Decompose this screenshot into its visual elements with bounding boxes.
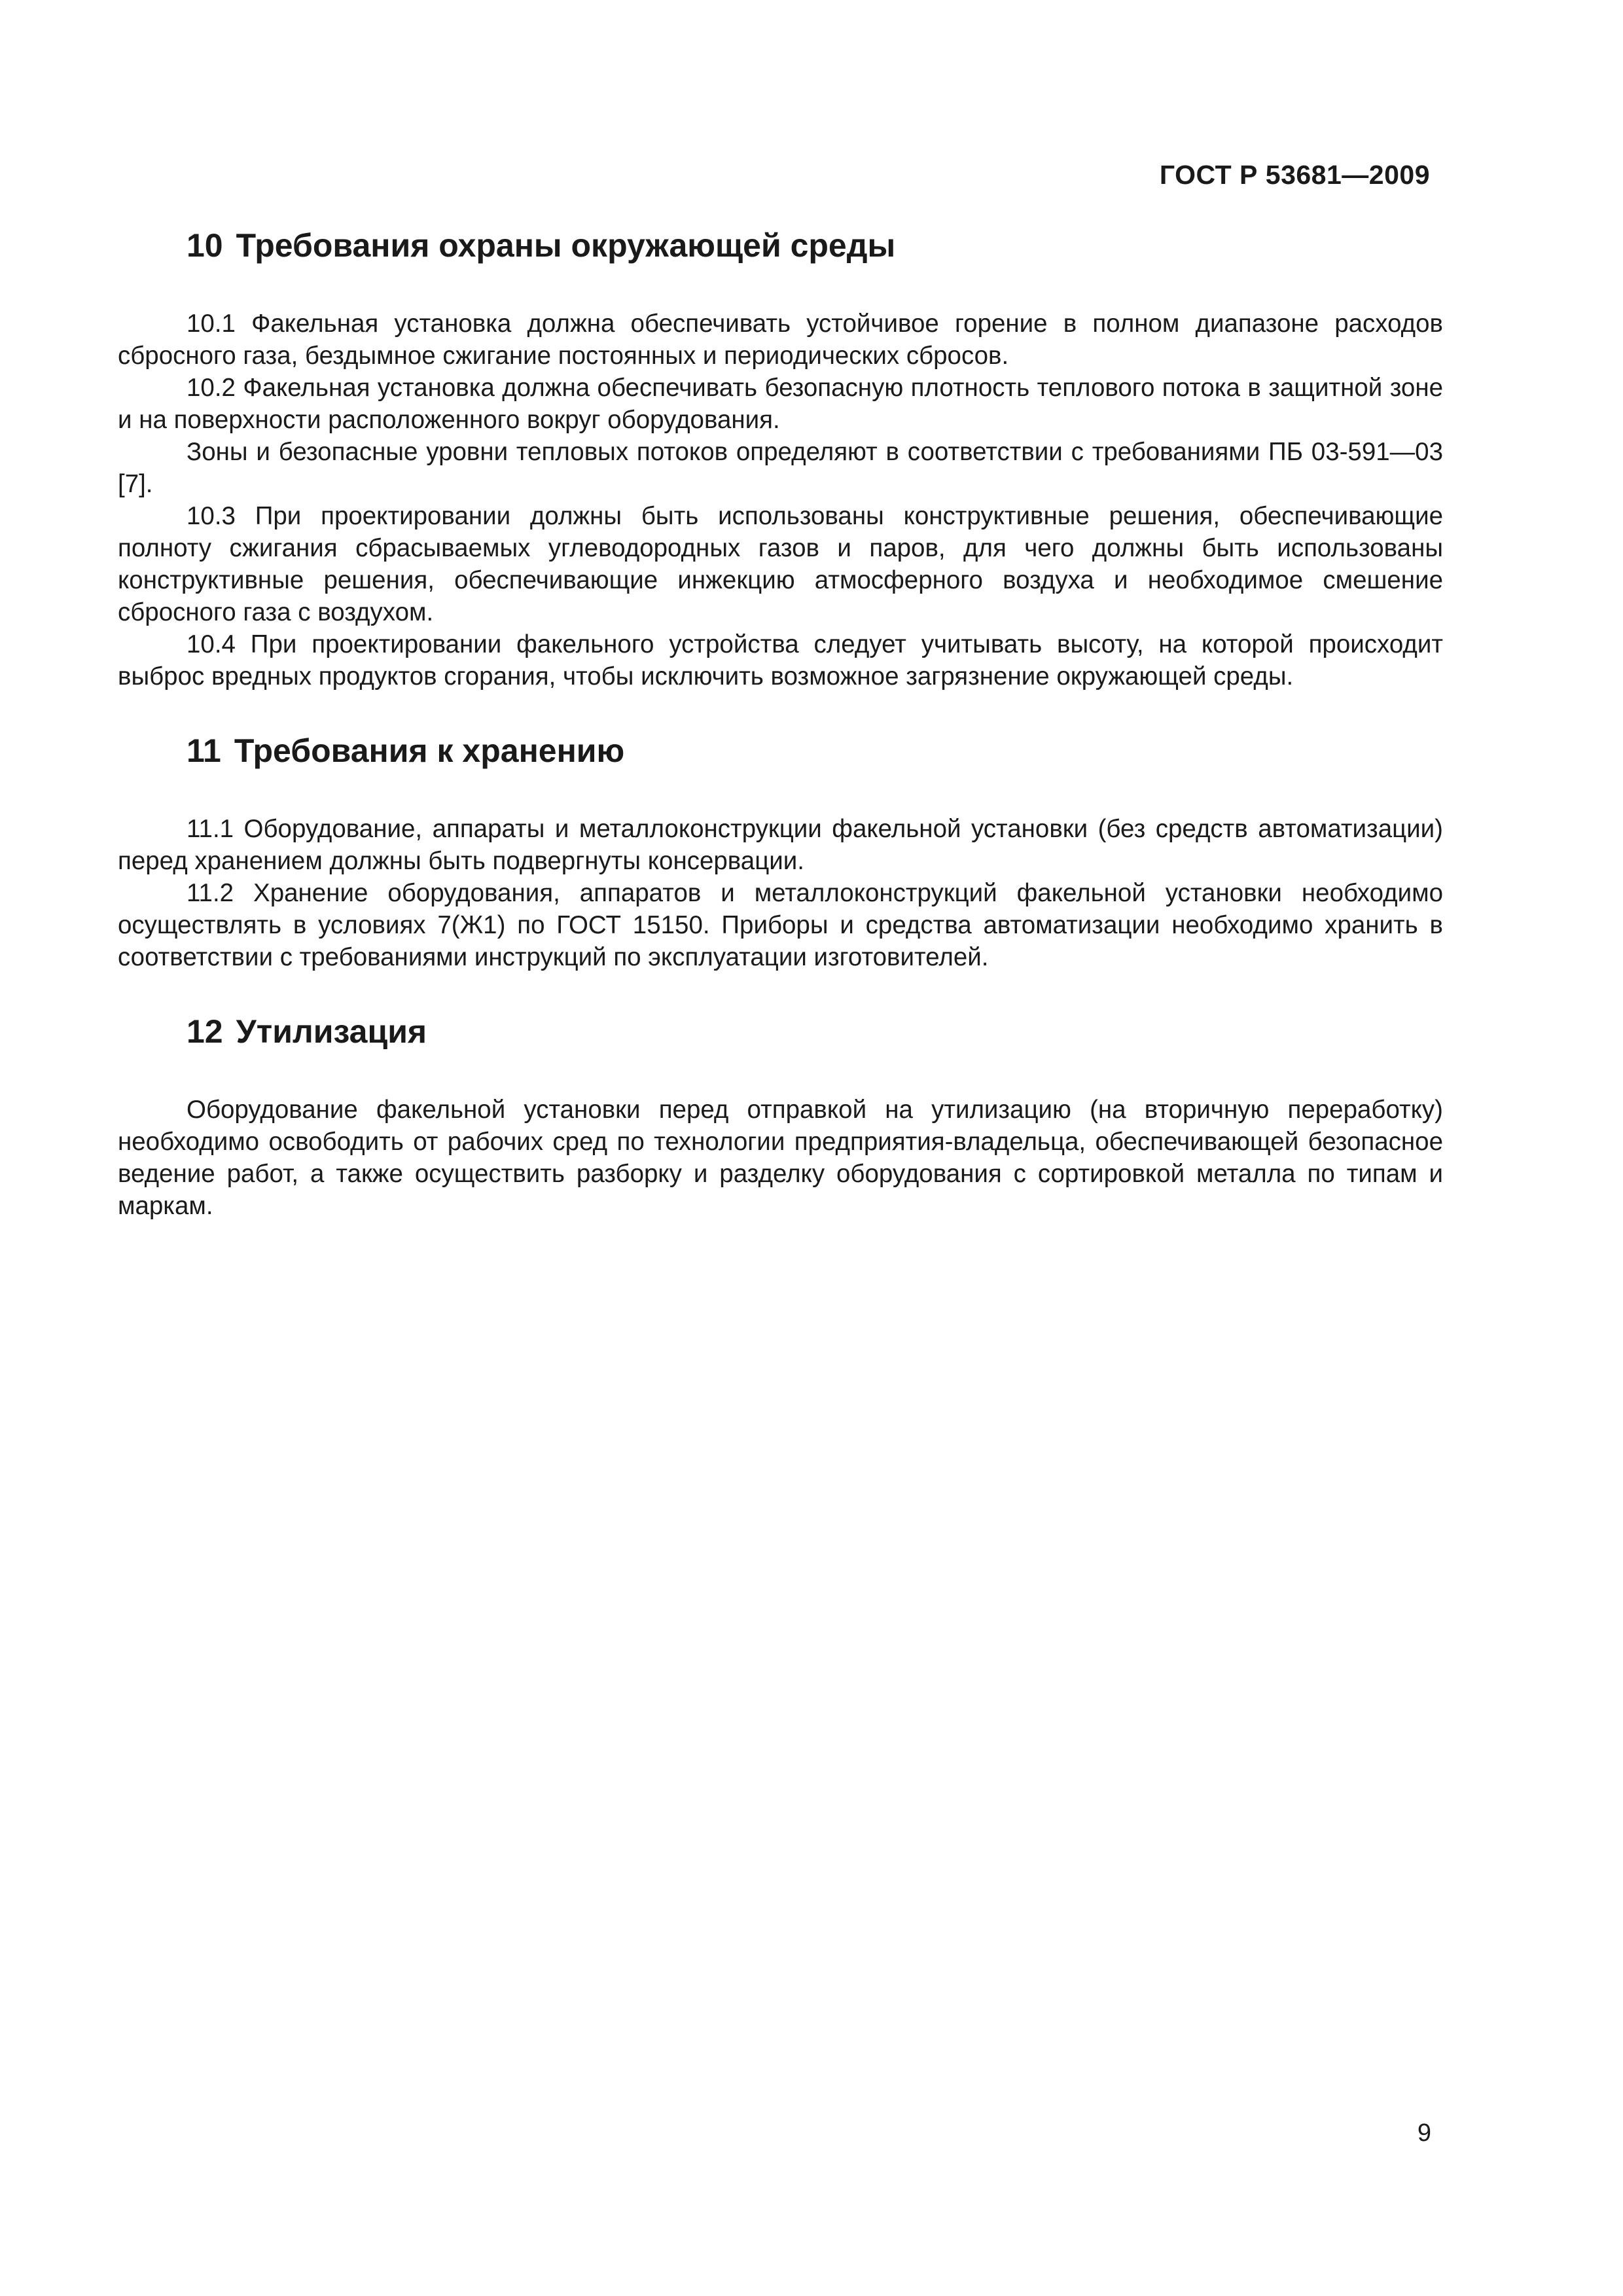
section-12 (118, 1009, 1443, 1222)
section-number: 12 (187, 1013, 223, 1050)
section-title-text: Утилизация (236, 1013, 427, 1050)
section-11 (118, 728, 1443, 973)
document-id-header: ГОСТ Р 53681—2009 (1159, 160, 1430, 190)
paragraph-11-2: 11.2 Хранение оборудования, аппаратов и металлоконструкций факельной установки необходимо осуществлять в условиях 7(Ж1) по ГОСТ 15150. Приборы и средства автоматизации необходимо хранить в соответствии с требованиями инструкций по эксплуатации изготовителей. (118, 879, 1443, 971)
paragraph-10-3: 10.3 При проектировании должны быть использованы конструктивные решения, обеспечивающие полноту сжигания сбрасываемых углеводородных газов и паров, для чего должны быть использованы конструктивные решения, обеспечивающие инжекцию атмосферного воздуха и необходимое смешение сбросного газа с воздухом. (118, 502, 1443, 626)
paragraph-12-1: Оборудование факельной установки перед отправкой на утилизацию (на вторичную переработку) необходимо освободить от рабочих сред по технологии предприятия-владельца, обеспечивающей безопасное ведение работ, а также осуществить разборку и разделку оборудования с сортировкой металла по типам и маркам. (118, 1096, 1443, 1220)
section-number: 11 (187, 732, 221, 769)
section-title-text: Требования к хранению (234, 732, 625, 769)
section-11-title (118, 728, 1443, 774)
paragraph-10-2: 10.2 Факельная установка должна обеспечивать безопасную плотность теплового потока в защитной зоне и на поверхности расположенного вокруг оборудования. (118, 374, 1443, 434)
section-12-title (118, 1009, 1443, 1054)
paragraph-11-1: 11.1 Оборудование, аппараты и металлоконструкции факельной установки (без средств автоматизации) перед хранением должны быть подвергнуты консервации. (118, 815, 1443, 875)
section-title-text: Требования охраны окружающей среды (236, 227, 896, 264)
paragraph-10-1: 10.1 Факельная установка должна обеспечивать устойчивое горение в полном диапазоне расходов сбросного газа, бездымное сжигание постоянных и периодических сбросов. (118, 310, 1443, 370)
paragraph-10-2-zones: Зоны и безопасные уровни тепловых потоков определяют в соответствии с требованиями ПБ 03-591—03 [7]. (118, 438, 1443, 498)
paragraph-10-4: 10.4 При проектировании факельного устройства следует учитывать высоту, на которой происходит выброс вредных продуктов сгорания, чтобы исключить возможное загрязнение окружающей среды. (118, 630, 1443, 691)
section-10-title (118, 223, 1443, 268)
page-number: 9 (1417, 2119, 1431, 2147)
document-body (118, 223, 1443, 1222)
section-10 (118, 223, 1443, 692)
section-number: 10 (187, 227, 223, 264)
